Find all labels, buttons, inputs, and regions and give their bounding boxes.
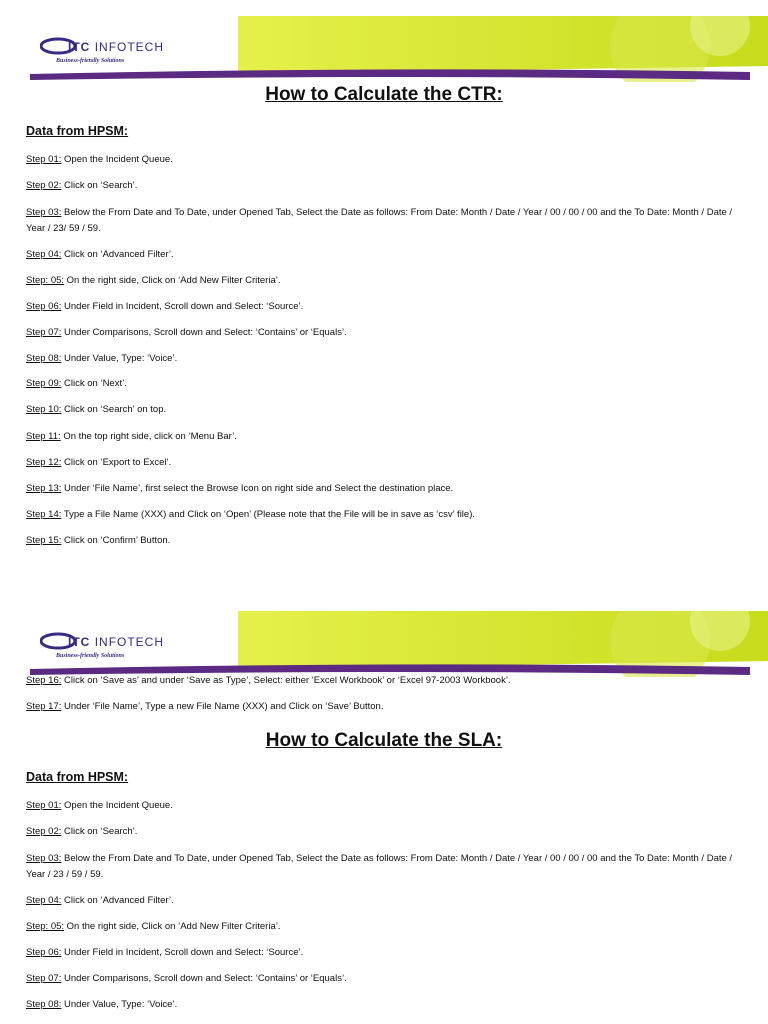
ctr-step: Step 11: On the top right side, click on ‘Menu Bar’. <box>26 431 237 442</box>
company-logo <box>40 627 240 671</box>
header-banner <box>0 611 768 677</box>
logo-wordmark: ITC INFOTECH <box>68 635 165 649</box>
ctr-step: Step 03: Below the From Date and To Date, under Opened Tab, Select the Date as follows: From Date: Month / Date / Year / 00 / 00 / 00 and the To Date: Month / Date / Year / 23/ 59 / 59. <box>26 207 733 234</box>
logo-tagline: Business-friendly Solutions <box>56 58 125 64</box>
sla-step: Step 01: Open the Incident Queue. <box>26 800 173 811</box>
ctr-step: Step 13: Under ‘File Name’, first select the Browse Icon on right side and Select the destination place. <box>26 483 454 494</box>
ctr-data-heading: Data from HPSM: <box>26 124 129 138</box>
company-logo <box>40 32 240 76</box>
ctr-step: Step 16: Click on ‘Save as’ and under ‘Save as Type’, Select: either ‘Excel Workbook’ or ‘Excel 97-2003 Workbook’. <box>26 675 511 686</box>
ctr-step: Step 14: Type a File Name (XXX) and Click on ‘Open’ (Please note that the File will be in save as ‘csv’ file). <box>26 509 475 520</box>
ctr-step: Step 08: Under Value, Type: ‘Voice’. <box>26 353 178 364</box>
ctr-step: Step 07: Under Comparisons, Scroll down and Select: ‘Contains’ or ‘Equals’. <box>26 327 347 338</box>
sla-step: Step 03: Below the From Date and To Date, under Opened Tab, Select the Date as follows: From Date: Month / Date / Year / 00 / 00 / 00 and the To Date: Month / Date / Year / 23 / 59 / 59. <box>26 853 733 880</box>
ctr-step: Step 09: Click on ‘Next’. <box>26 378 127 389</box>
sla-data-heading: Data from HPSM: <box>26 770 129 784</box>
logo-wordmark: ITC INFOTECH <box>68 40 165 54</box>
sla-step: Step 08: Under Value, Type: ‘Voice’. <box>26 999 178 1010</box>
ctr-step: Step 01: Open the Incident Queue. <box>26 154 173 165</box>
ctr-step: Step 15: Click on ‘Confirm’ Button. <box>26 535 171 546</box>
ctr-title: How to Calculate the CTR: <box>265 84 503 105</box>
header-banner <box>0 16 768 82</box>
sla-step: Step 04: Click on ‘Advanced Filter’. <box>26 895 174 906</box>
ctr-step: Step 06: Under Field in Incident, Scroll down and Select: ‘Source’. <box>26 301 304 312</box>
sla-step: Step 02: Click on ‘Search’. <box>26 826 138 837</box>
ctr-step: Step 04: Click on ‘Advanced Filter’. <box>26 249 174 260</box>
sla-step: Step 06: Under Field in Incident, Scroll down and Select: ‘Source’. <box>26 947 304 958</box>
ctr-step: Step: 05: On the right side, Click on ‘Add New Filter Criteria’. <box>26 275 281 286</box>
ctr-step: Step 02: Click on ‘Search’. <box>26 180 138 191</box>
ctr-step: Step 17: Under ‘File Name’, Type a new File Name (XXX) and Click on ‘Save’ Button. <box>26 701 384 712</box>
logo-tagline: Business-friendly Solutions <box>56 653 125 659</box>
ctr-step: Step 12: Click on ‘Export to Excel’. <box>26 457 172 468</box>
ctr-step: Step 10: Click on ‘Search’ on top. <box>26 404 167 415</box>
sla-step: Step 07: Under Comparisons, Scroll down and Select: ‘Contains’ or ‘Equals’. <box>26 973 347 984</box>
sla-step: Step: 05: On the right side, Click on ‘Add New Filter Criteria’. <box>26 921 281 932</box>
sla-title: How to Calculate the SLA: <box>265 730 503 751</box>
